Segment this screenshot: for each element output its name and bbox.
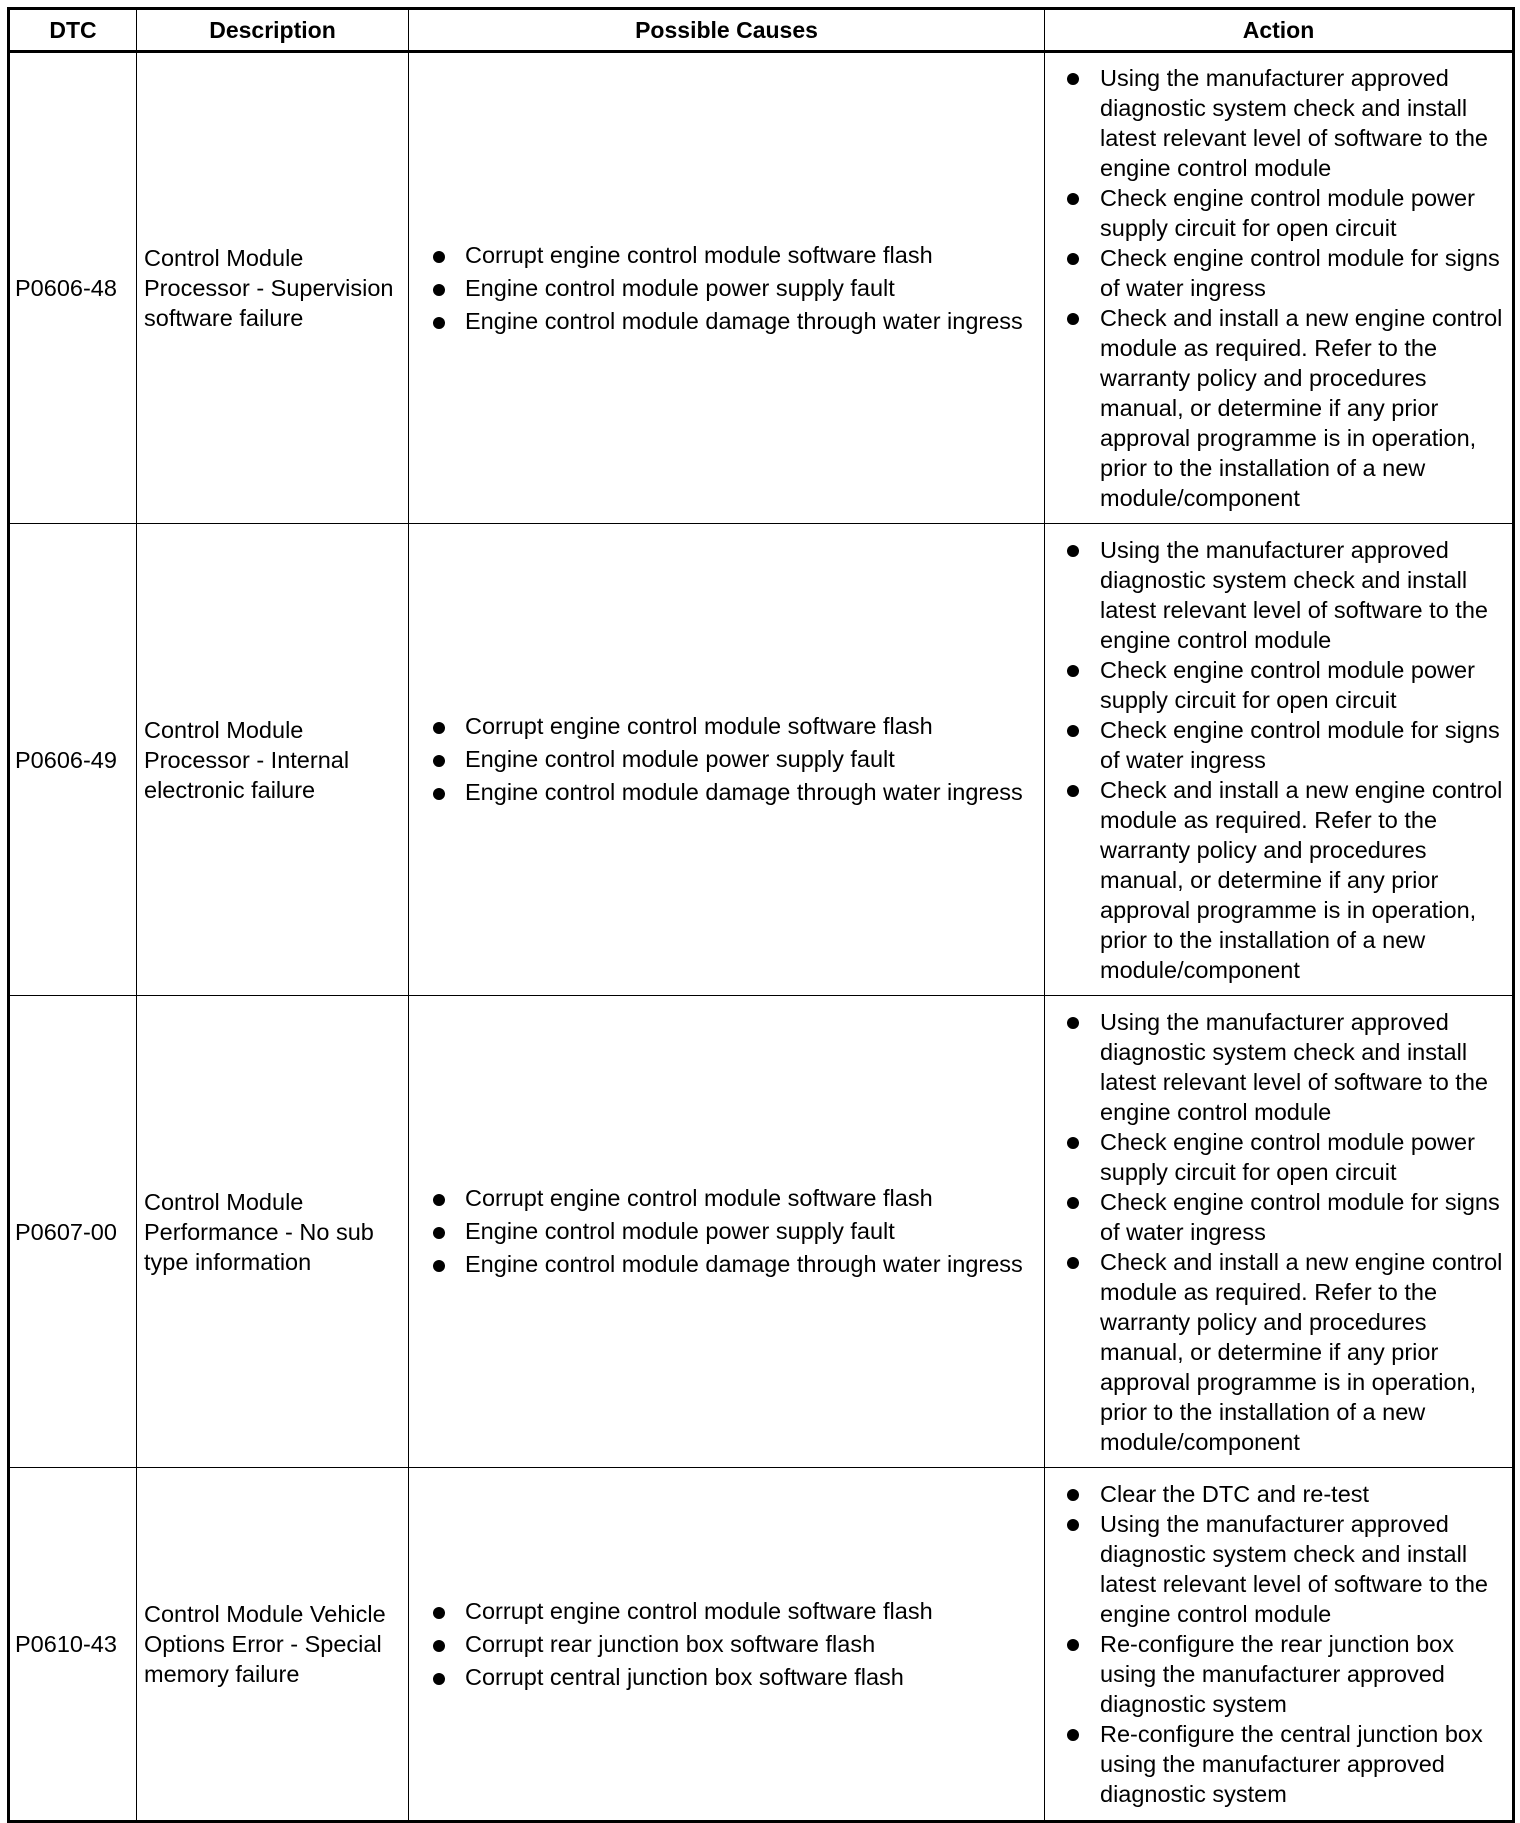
action-item: Using the manufacturer approved diagnostic system check and install latest relevant level of software to the engine control module (1065, 1509, 1510, 1629)
actions-list (1065, 1479, 1510, 1809)
action-item: Check engine control module for signs of water ingress (1065, 243, 1510, 303)
cause-item: Engine control module damage through water ingress (431, 305, 1040, 338)
cause-item: Engine control module damage through water ingress (431, 1248, 1040, 1281)
action-cell (1045, 996, 1514, 1468)
cause-item: Engine control module damage through water ingress (431, 776, 1040, 809)
dtc-description: Control Module Vehicle Options Error - Special memory failure (137, 1468, 409, 1822)
action-cell (1045, 524, 1514, 996)
action-cell (1045, 52, 1514, 524)
action-item: Re-configure the central junction box using the manufacturer approved diagnostic system (1065, 1719, 1510, 1809)
causes-list (431, 1595, 1040, 1694)
action-item: Check engine control module for signs of water ingress (1065, 715, 1510, 775)
cause-item: Corrupt central junction box software flash (431, 1661, 1040, 1694)
table-row (9, 996, 1514, 1468)
action-item: Check engine control module power supply circuit for open circuit (1065, 183, 1510, 243)
causes-list (431, 1182, 1040, 1281)
dtc-table (7, 7, 1515, 1823)
cause-item: Corrupt engine control module software flash (431, 1182, 1040, 1215)
action-item: Check engine control module power supply circuit for open circuit (1065, 655, 1510, 715)
dtc-code: P0607-00 (9, 996, 137, 1468)
action-item: Check and install a new engine control module as required. Refer to the warranty policy and procedures manual, or determine if any prior approval programme is in operation, prior to the installation of a new module/component (1065, 303, 1510, 513)
table-row (9, 1468, 1514, 1822)
dtc-description: Control Module Performance - No sub type information (137, 996, 409, 1468)
table-row (9, 524, 1514, 996)
actions-list (1065, 1007, 1510, 1457)
dtc-code: P0610-43 (9, 1468, 137, 1822)
action-item: Re-configure the rear junction box using the manufacturer approved diagnostic system (1065, 1629, 1510, 1719)
cause-item: Corrupt rear junction box software flash (431, 1628, 1040, 1661)
causes-list (431, 710, 1040, 809)
header-row (9, 9, 1514, 52)
actions-list (1065, 535, 1510, 985)
action-item: Using the manufacturer approved diagnostic system check and install latest relevant level of software to the engine control module (1065, 535, 1510, 655)
dtc-description: Control Module Processor - Internal electronic failure (137, 524, 409, 996)
action-item: Check and install a new engine control module as required. Refer to the warranty policy and procedures manual, or determine if any prior approval programme is in operation, prior to the installation of a new module/component (1065, 775, 1510, 985)
possible-causes-cell (409, 996, 1045, 1468)
header-dtc: DTC (9, 9, 137, 52)
action-item: Check and install a new engine control module as required. Refer to the warranty policy and procedures manual, or determine if any prior approval programme is in operation, prior to the installation of a new module/component (1065, 1247, 1510, 1457)
possible-causes-cell (409, 524, 1045, 996)
possible-causes-cell (409, 52, 1045, 524)
action-item: Using the manufacturer approved diagnostic system check and install latest relevant level of software to the engine control module (1065, 1007, 1510, 1127)
header-action: Action (1045, 9, 1514, 52)
table-row (9, 52, 1514, 524)
action-item: Clear the DTC and re-test (1065, 1479, 1510, 1509)
dtc-code: P0606-48 (9, 52, 137, 524)
actions-list (1065, 63, 1510, 513)
action-item: Check engine control module for signs of water ingress (1065, 1187, 1510, 1247)
action-item: Using the manufacturer approved diagnostic system check and install latest relevant level of software to the engine control module (1065, 63, 1510, 183)
causes-list (431, 239, 1040, 338)
cause-item: Engine control module power supply fault (431, 272, 1040, 305)
header-possible-causes: Possible Causes (409, 9, 1045, 52)
cause-item: Corrupt engine control module software flash (431, 239, 1040, 272)
cause-item: Corrupt engine control module software flash (431, 710, 1040, 743)
possible-causes-cell (409, 1468, 1045, 1822)
action-item: Check engine control module power supply circuit for open circuit (1065, 1127, 1510, 1187)
action-cell (1045, 1468, 1514, 1822)
cause-item: Corrupt engine control module software flash (431, 1595, 1040, 1628)
cause-item: Engine control module power supply fault (431, 1215, 1040, 1248)
header-description: Description (137, 9, 409, 52)
cause-item: Engine control module power supply fault (431, 743, 1040, 776)
dtc-description: Control Module Processor - Supervision software failure (137, 52, 409, 524)
dtc-code: P0606-49 (9, 524, 137, 996)
